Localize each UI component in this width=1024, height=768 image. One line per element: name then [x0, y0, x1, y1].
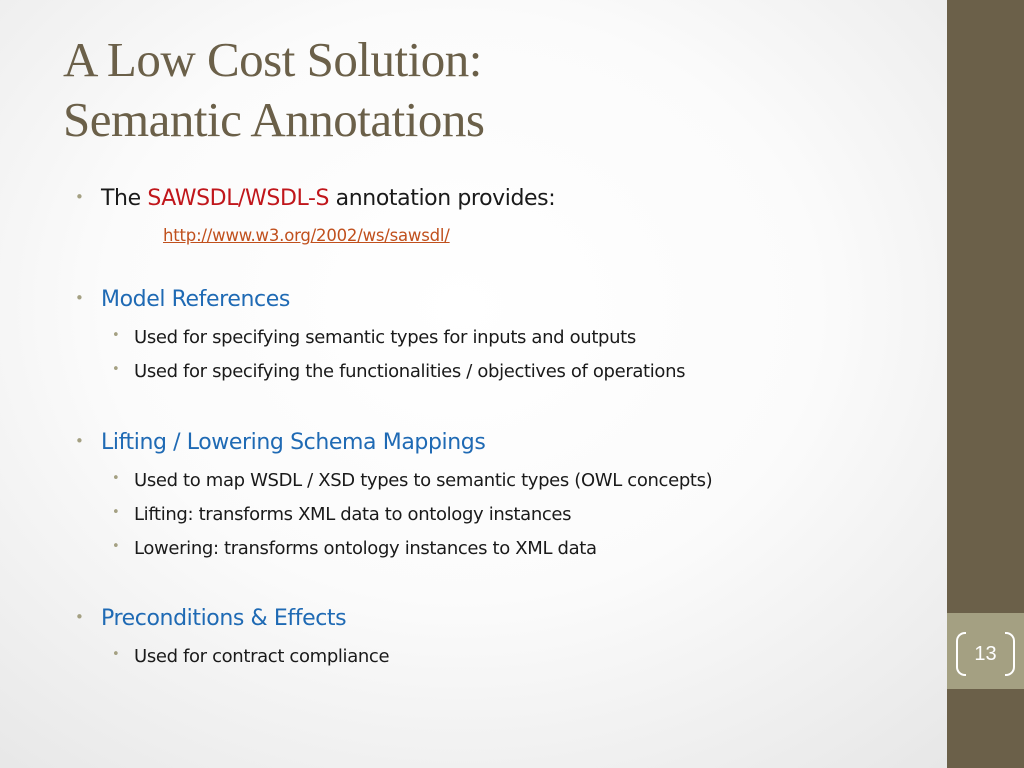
- sawsdl-link[interactable]: http://www.w3.org/2002/ws/sawsdl/: [163, 226, 450, 245]
- title-line-2: Semantic Annotations: [63, 92, 485, 147]
- intro-bullet: [75, 186, 556, 211]
- title-line-1: A Low Cost Solution:: [63, 32, 482, 87]
- right-bracket-icon: [1005, 632, 1015, 676]
- bullet-dot-icon: •: [112, 539, 120, 554]
- bullet-dot-icon: •: [112, 328, 120, 343]
- bullet-dot-icon: •: [75, 188, 84, 206]
- sawsdl-highlight: SAWSDL/WSDL-S: [147, 186, 330, 211]
- bullet-dot-icon: •: [75, 289, 84, 307]
- left-bracket-icon: [956, 632, 966, 676]
- bullet-dot-icon: •: [112, 505, 120, 520]
- list-item: • Used for specifying the functionalities / objectives of operations: [112, 361, 686, 382]
- section-heading-schema-mappings: • Lifting / Lowering Schema Mappings: [75, 430, 486, 455]
- slide-title: [63, 30, 484, 150]
- bullet-dot-icon: •: [75, 608, 84, 626]
- intro-suffix: annotation provides:: [329, 186, 556, 211]
- bullet-dot-icon: •: [112, 362, 120, 377]
- bullet-dot-icon: •: [112, 471, 120, 486]
- list-item: • Used to map WSDL / XSD types to semantic types (OWL concepts): [112, 470, 713, 491]
- list-item: • Used for contract compliance: [112, 646, 390, 667]
- list-item: • Used for specifying semantic types for inputs and outputs: [112, 327, 636, 348]
- bullet-dot-icon: •: [75, 432, 84, 450]
- list-item: • Lifting: transforms XML data to ontology instances: [112, 504, 572, 525]
- intro-prefix: The: [101, 186, 148, 211]
- bullet-dot-icon: •: [112, 647, 120, 662]
- list-item: • Lowering: transforms ontology instances to XML data: [112, 538, 597, 559]
- section-heading-model-references: • Model References: [75, 287, 290, 312]
- page-number: 13: [974, 643, 997, 665]
- section-heading-preconditions: • Preconditions & Effects: [75, 606, 347, 631]
